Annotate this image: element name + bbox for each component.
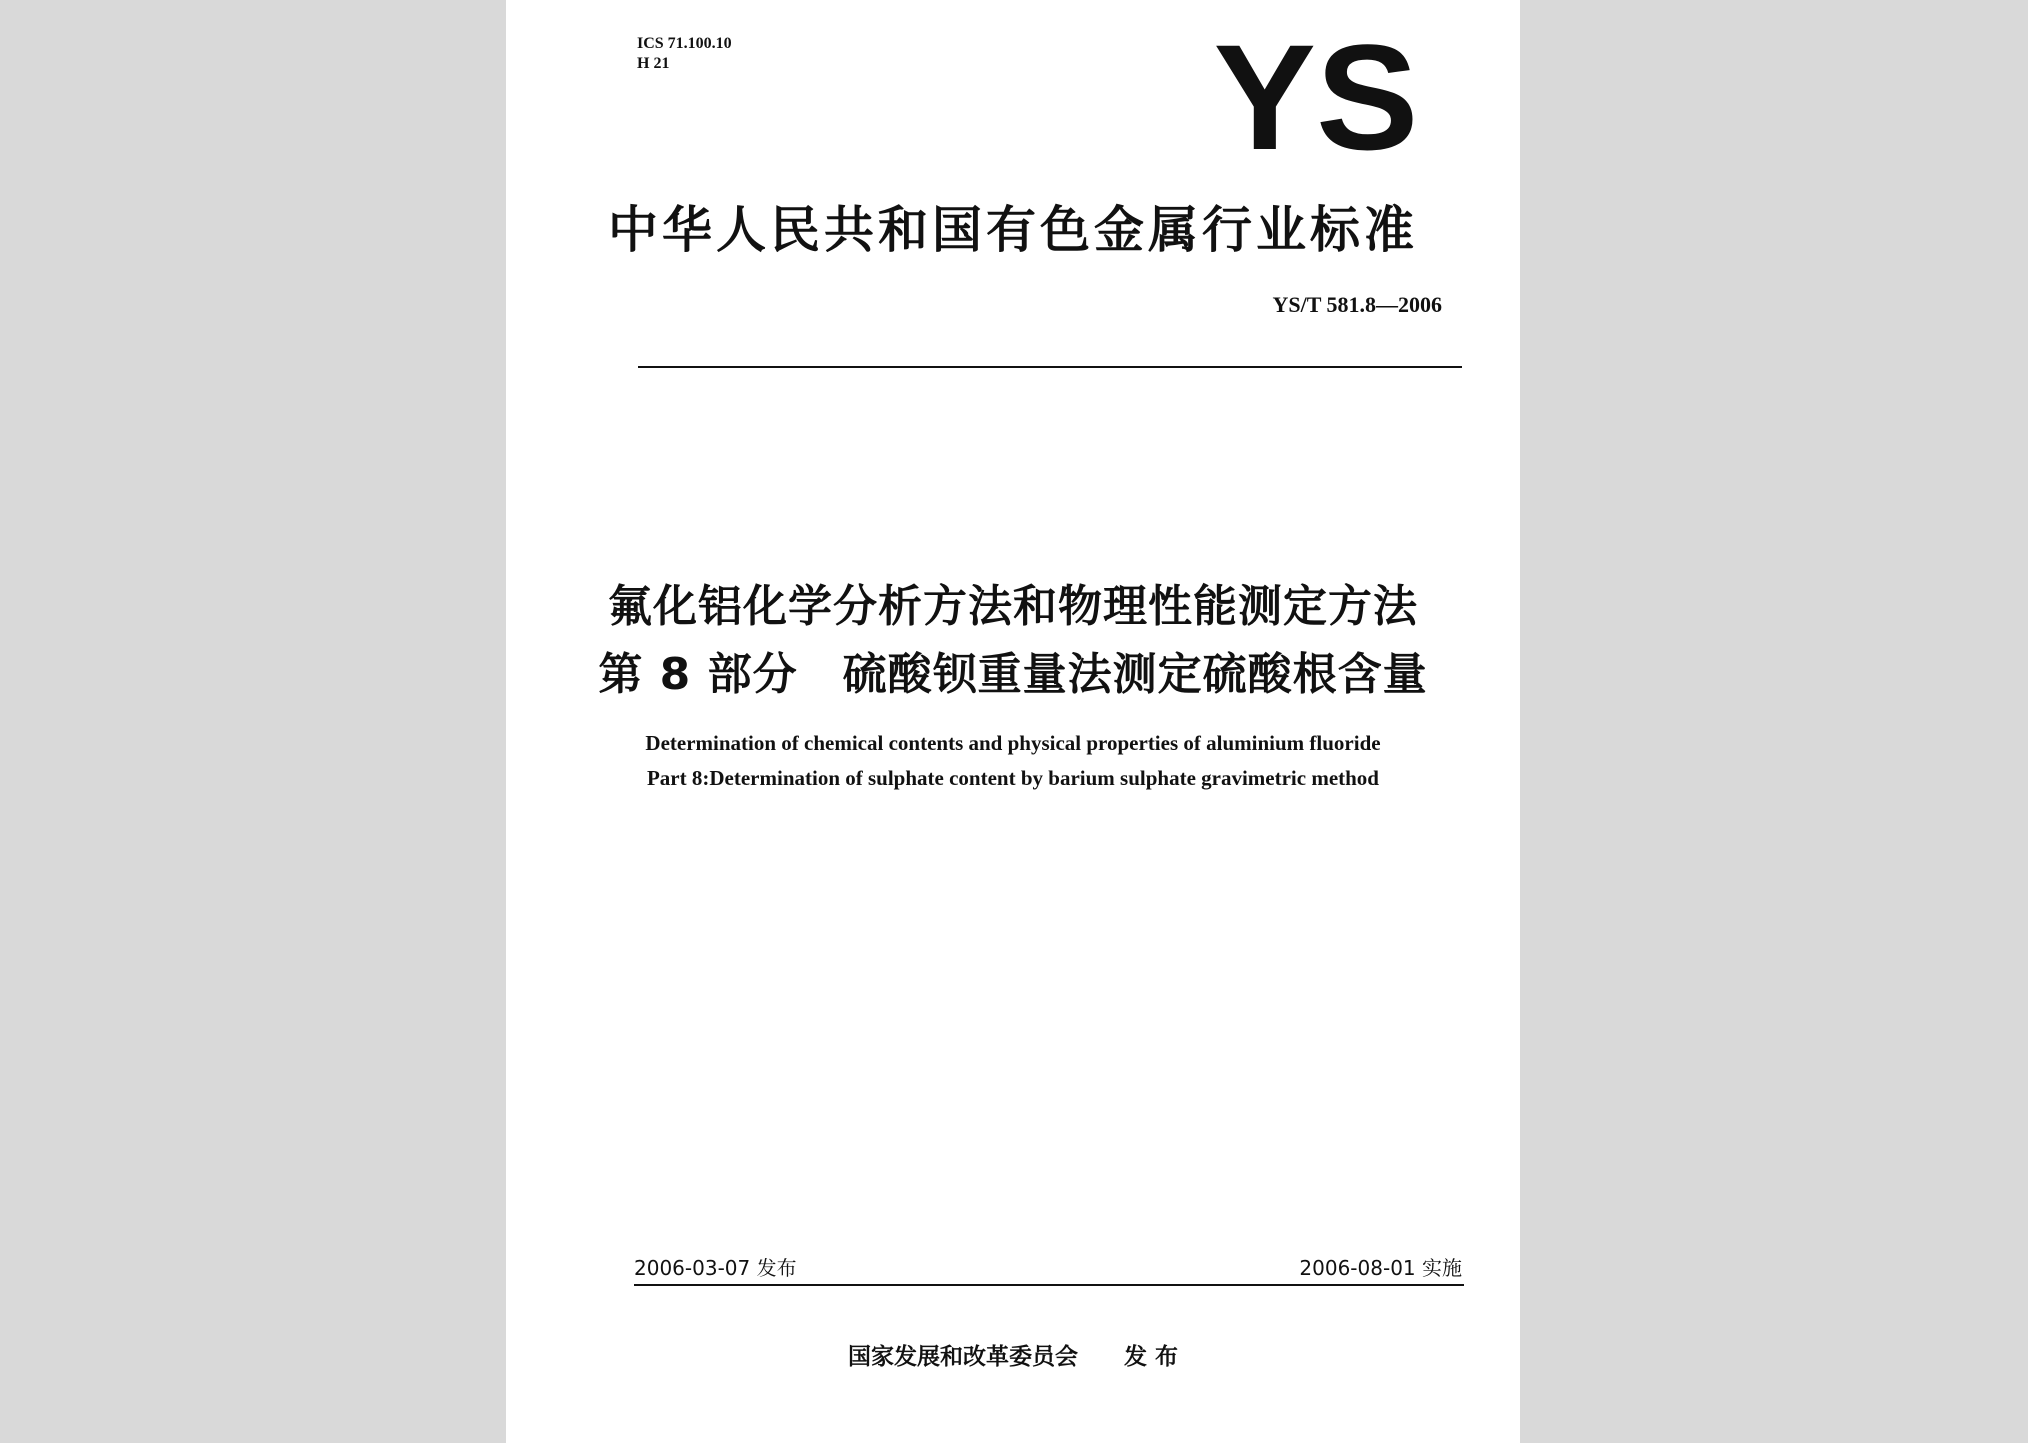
implementation-date: 2006-08-01 实施 — [1299, 1256, 1462, 1280]
title-cn-line1: 氟化铝化学分析方法和物理性能测定方法 — [608, 581, 1418, 632]
organization-title: 中华人民共和国有色金属行业标准 — [608, 201, 1418, 259]
document-page — [506, 0, 1520, 1443]
publisher-line — [506, 1338, 1520, 1371]
ys-logo-text: YS — [1213, 36, 1419, 161]
publisher-action: 发 布 — [1123, 1344, 1178, 1370]
ics-code: ICS 71.100.10 — [637, 35, 732, 52]
title-en-line1: Determination of chemical contents and physical properties of aluminium fluoride — [645, 731, 1381, 755]
footer-divider — [634, 1284, 1464, 1286]
title-en-line2: Part 8:Determination of sulphate content by barium sulphate gravimetric method — [646, 766, 1379, 790]
classification-code: H 21 — [637, 55, 670, 72]
header-divider — [638, 366, 1462, 368]
title-cn-line2: 第 8 部分 硫酸钡重量法测定硫酸根含量 — [598, 649, 1428, 700]
classification-block — [637, 34, 732, 74]
publisher-name: 国家发展和改革委员会 — [847, 1344, 1078, 1370]
issue-date: 2006-03-07 发布 — [634, 1256, 797, 1280]
ys-logo — [1206, 36, 1426, 161]
standard-number: YS/T 581.8—2006 — [1272, 292, 1442, 317]
